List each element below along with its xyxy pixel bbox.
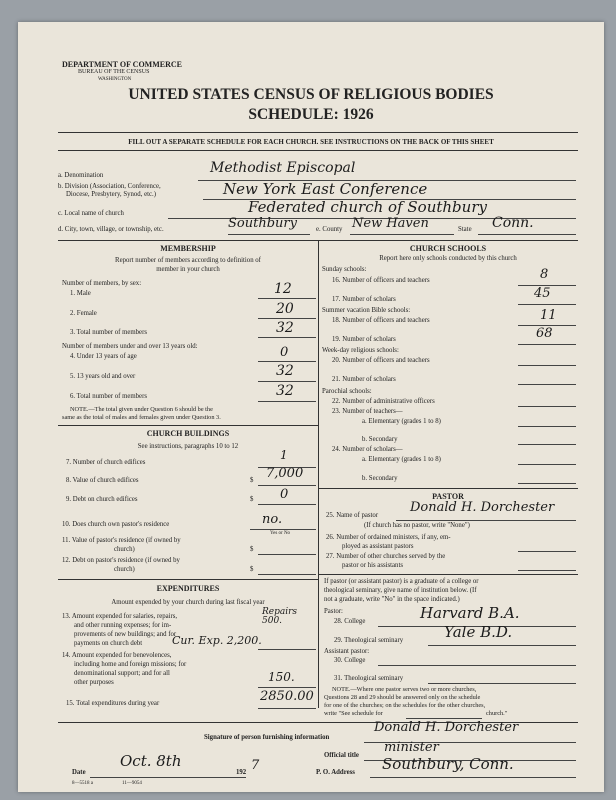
under-over-label: Number of members under and over 13 years old: bbox=[62, 343, 198, 350]
date-label: Date bbox=[72, 769, 86, 776]
q25-note: (If church has no pastor, write "None") bbox=[364, 522, 470, 529]
q5-line bbox=[258, 381, 316, 382]
graduate-rule bbox=[318, 574, 578, 575]
q10-own-residence: 10. Does church own pastor's residence bbox=[62, 521, 170, 528]
q2-female: 2. Female bbox=[70, 310, 97, 317]
form-instruction: FILL OUT A SEPARATE SCHEDULE FOR EACH CHURCH. SEE INSTRUCTIONS ON THE BACK OF THIS SHEET bbox=[128, 138, 494, 146]
pastor-heading: PASTOR bbox=[432, 492, 464, 501]
po-address-value: Southbury, Conn. bbox=[382, 755, 514, 773]
q1-line bbox=[258, 298, 316, 299]
q15-line bbox=[258, 708, 316, 709]
q6-value: 32 bbox=[276, 383, 294, 399]
q26-assistant: ployed as assistant pastors bbox=[342, 543, 414, 550]
city-value: Southbury bbox=[228, 216, 297, 231]
county-value: New Haven bbox=[352, 216, 429, 231]
q15-value: 2850.00 bbox=[260, 689, 314, 704]
q20-line bbox=[518, 365, 576, 366]
schools-heading: CHURCH SCHOOLS bbox=[409, 244, 487, 253]
county-label: e. County bbox=[316, 226, 343, 233]
po-address-line bbox=[370, 777, 576, 778]
q15-total: 15. Total expenditures during year bbox=[66, 700, 160, 707]
pastor-note-2: Questions 28 and 29 should be answered only on the schedule bbox=[324, 694, 481, 701]
pastor-note: NOTE.—Where one pastor serves two or more churches, bbox=[332, 686, 477, 693]
q30-college: 30. College bbox=[334, 657, 366, 664]
q1-value: 12 bbox=[274, 281, 292, 297]
membership-note-2: same as the total of males and females given under Question 3. bbox=[62, 414, 221, 421]
q13-line-3: provements of new buildings; and for bbox=[74, 631, 177, 638]
q24b-secondary: b. Secondary bbox=[362, 475, 398, 482]
header-rule-top bbox=[58, 132, 578, 133]
q13-value-repairs: Repairs 500. bbox=[262, 607, 298, 626]
year-prefix: 192 bbox=[236, 769, 247, 776]
q21-scholars: 21. Number of scholars bbox=[332, 376, 396, 383]
q24a-elementary: a. Elementary (grades 1 to 8) bbox=[362, 456, 441, 463]
q23b-secondary: b. Secondary bbox=[362, 436, 398, 443]
q29-seminary: 29. Theological seminary bbox=[334, 637, 404, 644]
q30-line bbox=[378, 665, 576, 666]
schools-intro: Report here only schools conducted by this church bbox=[379, 255, 517, 262]
q12-church: church) bbox=[114, 566, 135, 573]
official-title-value: minister bbox=[384, 740, 439, 755]
buildings-rule bbox=[58, 425, 318, 426]
q11-dollar: $ bbox=[250, 546, 254, 553]
date-value: Oct. 8th bbox=[120, 752, 182, 770]
q11-residence-value: 11. Value of pastor's residence (if owned by bbox=[62, 537, 181, 544]
q13-line bbox=[258, 649, 316, 650]
q22-line bbox=[518, 406, 576, 407]
pastor-label: Pastor: bbox=[324, 608, 343, 615]
q19-scholars: 19. Number of scholars bbox=[332, 336, 396, 343]
q29-line bbox=[428, 645, 576, 646]
graduate-note-2: theological seminary, give name of institution below. (If bbox=[324, 587, 477, 594]
q6-total: 6. Total number of members bbox=[70, 393, 147, 400]
q14-line-3: denominational support; and for all bbox=[74, 670, 170, 677]
yes-no-hint: Yes or No bbox=[270, 531, 291, 536]
q16-value: 8 bbox=[540, 267, 549, 282]
column-divider bbox=[318, 240, 319, 708]
q6-line bbox=[258, 401, 316, 402]
sunday-schools-label: Sunday schools: bbox=[322, 266, 367, 273]
division-value: New York East Conference bbox=[223, 180, 428, 198]
q17-scholars: 17. Number of scholars bbox=[332, 296, 396, 303]
q3-value: 32 bbox=[276, 320, 294, 336]
expenditures-rule bbox=[58, 579, 318, 580]
q17-line bbox=[518, 304, 576, 305]
q26-line bbox=[518, 551, 576, 552]
q29-value: Yale B.D. bbox=[444, 623, 513, 641]
date-line bbox=[90, 777, 246, 778]
parochial-schools-label: Parochial schools: bbox=[322, 388, 372, 395]
membership-heading: MEMBERSHIP bbox=[160, 244, 216, 253]
city-line bbox=[228, 234, 310, 235]
bureau-name: BUREAU OF THE CENSUS bbox=[78, 69, 150, 75]
q27-other-churches: 27. Number of other churches served by the bbox=[326, 553, 446, 560]
q8-line bbox=[258, 485, 316, 486]
q28-college: 28. College bbox=[334, 618, 366, 625]
q10-line bbox=[250, 529, 316, 530]
q31-seminary: 31. Theological seminary bbox=[334, 675, 404, 682]
q25-value: Donald H. Dorchester bbox=[410, 500, 555, 515]
q23-teachers: 23. Number of teachers— bbox=[332, 408, 403, 415]
assistant-pastor-label: Assistant pastor: bbox=[324, 648, 370, 655]
q25-pastor-name: 25. Name of pastor bbox=[326, 512, 379, 519]
church-name-value: Federated church of Southbury bbox=[248, 198, 487, 216]
official-title-label: Official title bbox=[324, 752, 359, 759]
state-label: State bbox=[458, 226, 472, 233]
signature-value: Donald H. Dorchester bbox=[374, 720, 519, 735]
q18-officers: 18. Number of officers and teachers bbox=[332, 317, 430, 324]
q24-scholars: 24. Number of scholars— bbox=[332, 446, 403, 453]
state-value: Conn. bbox=[492, 215, 534, 231]
q13-line-2: and other running expenses; for im- bbox=[74, 622, 172, 629]
q21-line bbox=[518, 384, 576, 385]
q28-value: Harvard B.A. bbox=[420, 604, 520, 622]
q18-value: 11 bbox=[540, 308, 557, 323]
q12-dollar: $ bbox=[250, 566, 254, 573]
washington-label: WASHINGTON bbox=[98, 77, 132, 82]
q14-line bbox=[258, 687, 316, 688]
q4-under-13: 4. Under 13 years of age bbox=[70, 353, 137, 360]
church-name-label: c. Local name of church bbox=[58, 210, 124, 217]
po-address-label: P. O. Address bbox=[316, 769, 355, 776]
summer-schools-label: Summer vacation Bible schools: bbox=[322, 307, 411, 314]
q16-officers: 16. Number of officers and teachers bbox=[332, 277, 430, 284]
q22-admin: 22. Number of administrative officers bbox=[332, 398, 435, 405]
state-line bbox=[478, 234, 576, 235]
q27-pastor: pastor or his assistants bbox=[342, 562, 403, 569]
q8-dollar: $ bbox=[250, 477, 254, 484]
graduate-note: If pastor (or assistant pastor) is a graduate of a college or bbox=[324, 578, 479, 585]
expenditures-heading: EXPENDITURES bbox=[156, 584, 220, 593]
census-schedule-page bbox=[18, 22, 604, 792]
q14-value: 150. bbox=[268, 670, 295, 684]
q20-officers: 20. Number of officers and teachers bbox=[332, 357, 430, 364]
q23a-line bbox=[518, 426, 576, 427]
q24a-line bbox=[518, 464, 576, 465]
q3-total: 3. Total number of members bbox=[70, 329, 147, 336]
q2-line bbox=[258, 318, 316, 319]
q14-line-2: including home and foreign missions; for bbox=[74, 661, 187, 668]
pastor-note-3: for one of the churches; on the schedules for the other churches, bbox=[324, 702, 486, 709]
q11-line bbox=[258, 554, 316, 555]
buildings-intro: See instructions, paragraphs 10 to 12 bbox=[137, 443, 239, 450]
division-label-2: Diocese, Presbytery, Synod, etc.) bbox=[66, 191, 156, 198]
form-code: 8—5518 a bbox=[72, 781, 93, 786]
denomination-label: a. Denomination bbox=[58, 172, 104, 179]
q14-line-4: other purposes bbox=[74, 679, 114, 686]
q1-male: 1. Male bbox=[70, 290, 91, 297]
q23b-line bbox=[518, 444, 576, 445]
q27-line bbox=[518, 570, 576, 571]
form-title: UNITED STATES CENSUS OF RELIGIOUS BODIES bbox=[128, 86, 494, 103]
q31-line bbox=[428, 683, 576, 684]
form-code-2: 11—9054 bbox=[122, 781, 142, 786]
q4-line bbox=[258, 361, 316, 362]
denomination-value: Methodist Episcopal bbox=[210, 160, 356, 176]
city-label: d. City, town, village, or township, etc. bbox=[58, 226, 164, 233]
membership-note: NOTE.—The total given under Question 6 should be the bbox=[70, 406, 213, 413]
q12-line bbox=[258, 574, 316, 575]
pastor-note-4: write "See schedule for bbox=[324, 710, 383, 717]
header-rule-bottom bbox=[58, 150, 578, 151]
q11-church: church) bbox=[114, 546, 135, 553]
year-value: 7 bbox=[251, 758, 260, 773]
department-name: DEPARTMENT OF COMMERCE bbox=[62, 60, 183, 69]
q13-line-4: payments on church debt bbox=[74, 640, 143, 647]
q5-value: 32 bbox=[276, 363, 294, 379]
q2-value: 20 bbox=[276, 301, 294, 317]
q7-edifices: 7. Number of church edifices bbox=[66, 459, 146, 466]
q5-13-and-over: 5. 13 years old and over bbox=[70, 373, 136, 380]
q17-value: 45 bbox=[534, 286, 551, 301]
weekday-schools-label: Week-day religious schools: bbox=[322, 347, 399, 354]
q10-value: no. bbox=[262, 512, 283, 527]
q9-line bbox=[258, 504, 316, 505]
form-subtitle: SCHEDULE: 1926 bbox=[248, 106, 374, 123]
q8-value-edifices: 8. Value of church edifices bbox=[66, 477, 139, 484]
county-line bbox=[350, 234, 454, 235]
q23a-elementary: a. Elementary (grades 1 to 8) bbox=[362, 418, 441, 425]
q8-value: 7,000 bbox=[266, 466, 304, 481]
q7-value: 1 bbox=[280, 448, 288, 462]
graduate-note-3: not a graduate, write "No" in the space indicated.) bbox=[324, 596, 460, 603]
q19-value: 68 bbox=[536, 326, 553, 341]
q13-value-current: Cur. Exp. 2,200. bbox=[172, 634, 262, 647]
q13-line-1: 13. Amount expended for salaries, repairs, bbox=[62, 613, 178, 620]
pastor-note-5: church." bbox=[486, 710, 508, 717]
q24b-line bbox=[518, 483, 576, 484]
membership-intro-2: member in your church bbox=[156, 266, 220, 273]
q3-line bbox=[258, 337, 316, 338]
pastor-rule bbox=[318, 488, 578, 489]
signature-label: Signature of person furnishing information bbox=[204, 734, 330, 741]
q4-value: 0 bbox=[280, 345, 289, 360]
q26-ordained: 26. Number of ordained ministers, if any, em- bbox=[326, 534, 451, 541]
q25-line bbox=[396, 520, 576, 521]
division-label: b. Division (Association, Conference, bbox=[58, 183, 161, 190]
buildings-heading: CHURCH BUILDINGS bbox=[146, 429, 230, 438]
q14-line-1: 14. Amount expended for benevolences, bbox=[62, 652, 172, 659]
q12-residence-debt: 12. Debt on pastor's residence (if owned by bbox=[62, 557, 180, 564]
q9-debt-edifices: 9. Debt on church edifices bbox=[66, 496, 138, 503]
membership-intro: Report number of members according to definition of bbox=[115, 257, 261, 264]
q19-line bbox=[518, 344, 576, 345]
expenditures-intro: Amount expended by your church during last fiscal year bbox=[111, 599, 265, 606]
pastor-note-line bbox=[406, 718, 482, 719]
q9-dollar: $ bbox=[250, 496, 254, 503]
q9-value: 0 bbox=[280, 487, 289, 502]
members-by-sex: Number of members, by sex: bbox=[62, 280, 142, 287]
